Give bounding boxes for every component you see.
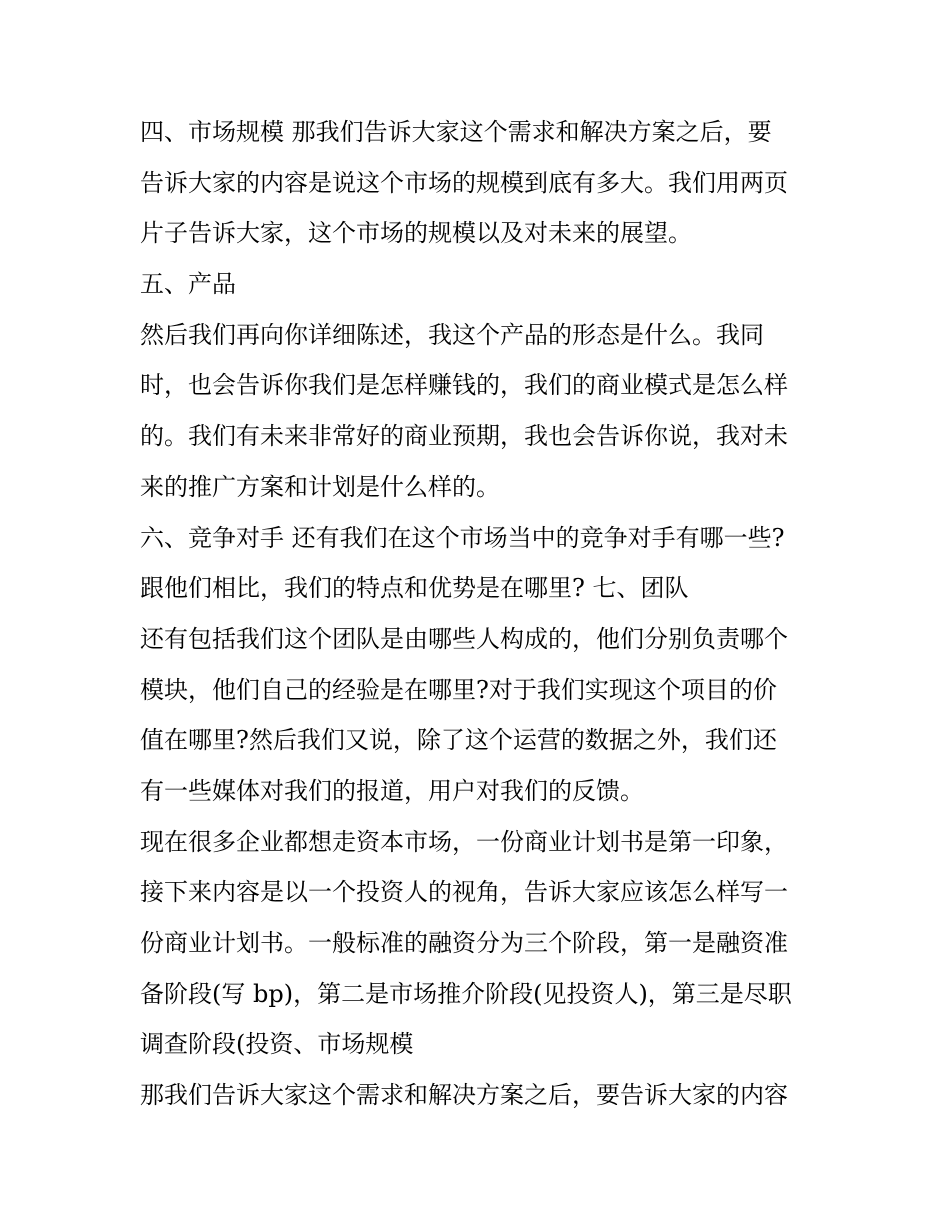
- text-line: 六、竞争对手 还有我们在这个市场当中的竞争对手有哪一些?: [140, 523, 785, 552]
- text-line: 现在很多企业都想走资本市场，一份商业计划书是第一印象，: [140, 827, 788, 856]
- text-line: 调查阶段(投资、市场规模: [140, 1030, 414, 1059]
- text-line: 的。我们有未来非常好的商业预期，我也会告诉你说，我对未: [140, 422, 788, 451]
- text-line: 模块，他们自己的经验是在哪里?对于我们实现这个项目的价: [140, 675, 777, 704]
- section-heading: 五、产品: [140, 270, 236, 299]
- text-line: 告诉大家的内容是说这个市场的规模到底有多大。我们用两页: [140, 168, 788, 197]
- text-line: 有一些媒体对我们的报道，用户对我们的反馈。: [140, 776, 644, 805]
- text-line: 来的推广方案和计划是什么样的。: [140, 472, 500, 501]
- text-line: 片子告诉大家，这个市场的规模以及对未来的展望。: [140, 219, 692, 248]
- text-line: 份商业计划书。一般标准的融资分为三个阶段，第一是融资准: [140, 929, 788, 957]
- text-line: 接下来内容是以一个投资人的视角，告诉大家应该怎么样写一: [140, 878, 788, 907]
- text-line: 还有包括我们这个团队是由哪些人构成的，他们分别负责哪个: [140, 624, 788, 653]
- document-body: [140, 107, 820, 1121]
- text-line: 然后我们再向你详细陈述，我这个产品的形态是什么。我同: [140, 320, 764, 349]
- text-line: 值在哪里?然后我们又说，除了这个运营的数据之外，我们还: [140, 726, 777, 755]
- text-line: 四、市场规模 那我们告诉大家这个需求和解决方案之后，要: [140, 118, 772, 146]
- text-line: 那我们告诉大家这个需求和解决方案之后，要告诉大家的内容: [140, 1081, 788, 1110]
- text-line: 跟他们相比，我们的特点和优势是在哪里? 七、团队: [140, 574, 689, 603]
- text-line: 备阶段(写 bp)，第二是市场推介阶段(见投资人)，第三是尽职: [140, 979, 792, 1008]
- text-line: 时，也会告诉你我们是怎样赚钱的，我们的商业模式是怎么样: [140, 371, 788, 400]
